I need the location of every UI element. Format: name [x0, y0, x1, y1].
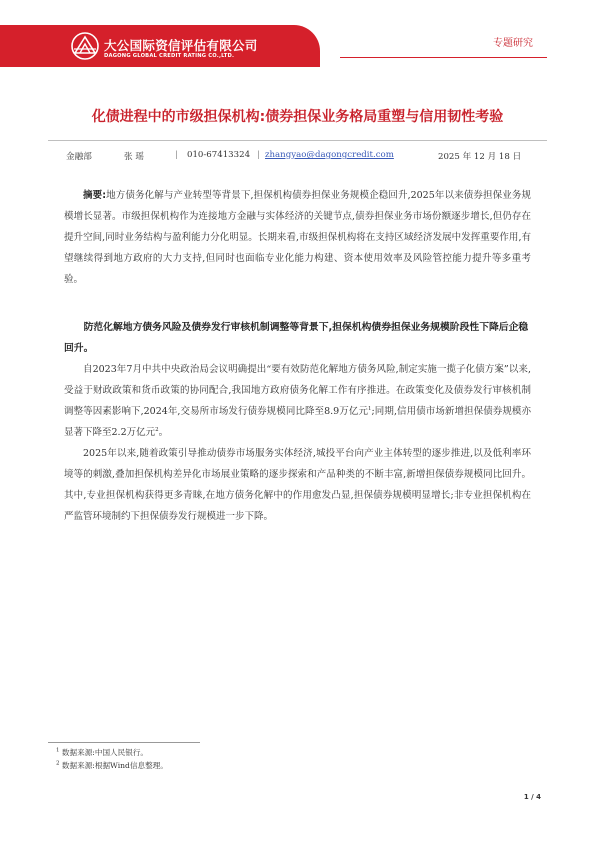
document-title: 化债进程中的市级担保机构:债券担保业务格局重塑与信用韧性考验	[91, 109, 504, 125]
body-text	[64, 359, 531, 527]
abstract-label: 摘要:	[83, 190, 107, 201]
dagong-logo-icon	[70, 31, 100, 61]
footnote: $^2$ 数据来源:根据Wind信息整理。	[56, 760, 168, 770]
body-paragraph: 自2023年7月中共中央政治局会议明确提出“要有效防范化解地方债务风险,制定实施一揽子化债方案”以来,受益于财政政策和货币政策的协同配合,我国地方政府债务化解工作有序推进。在政策变化及债券发行审核机制调整等因素影响下,2024年,交易所市场发行债券规模同比降至8.9万亿元$^1$;同期,信用债市场新增担保债券规模亦显著下降至2.2万亿元$^2$。	[64, 364, 531, 438]
author-phone: 010-67413324	[187, 150, 251, 160]
meta-divider	[48, 140, 547, 141]
abstract	[64, 185, 531, 290]
meta-separator: |	[257, 150, 260, 160]
abstract-text: 地方债务化解与产业转型等背景下,担保机构债券担保业务规模企稳回升,2025年以来债券担保业务规模增长显著。市级担保机构作为连接地方金融与实体经济的关键节点,债券担保业务市场份额逐步增长,但仍存在提升空间,同时业务结构与盈利能力分化明显。长期来看,市级担保机构将在支持区域经济发展中发挥重要作用,有望继续得到地方政府的大力支持,但同时也面临专业化能力构建、资本使用效率及风险管控能力提升等多重考验。	[64, 190, 531, 285]
report-date: 2025 年 12 月 18 日	[438, 152, 522, 162]
company-name-cn: 大公国际资信评估有限公司	[104, 38, 258, 53]
page-number: 1 / 4	[523, 793, 541, 801]
author-name: 张 瑶	[124, 152, 144, 162]
report-type-label: 专题研究	[493, 38, 533, 49]
company-name-en: DAGONG GLOBAL CREDIT RATING CO.,LTD.	[104, 53, 235, 59]
author-department: 金融部	[66, 152, 92, 162]
section-heading: 防范化解地方债务风险及债券发行审核机制调整等背景下,担保机构债券担保业务规模阶段性下降后企稳回升。	[64, 322, 529, 354]
footnote-ref[interactable]: 2	[155, 426, 159, 433]
author-email-link[interactable]: zhangyao@dagongcredit.com	[265, 150, 394, 160]
footnote-divider	[48, 742, 200, 743]
header-divider	[340, 57, 547, 58]
footnote: $^1$ 数据来源:中国人民银行。	[56, 747, 149, 757]
footnote-ref[interactable]: 1	[368, 405, 372, 412]
meta-separator: |	[175, 150, 178, 160]
body-paragraph: 2025年以来,随着政策引导推动债券市场服务实体经济,城投平台向产业主体转型的逐步推进,以及低利率环境等的刺激,叠加担保机构差异化市场展业策略的逐步探索和产品种类的不断丰富,新增担保债券规模同比回升。其中,专业担保机构获得更多青睐,在地方债务化解中的作用愈发凸显,担保债券规模明显增长;非专业担保机构在严监管环境制约下担保债券发行规模进一步下降。	[64, 448, 531, 522]
